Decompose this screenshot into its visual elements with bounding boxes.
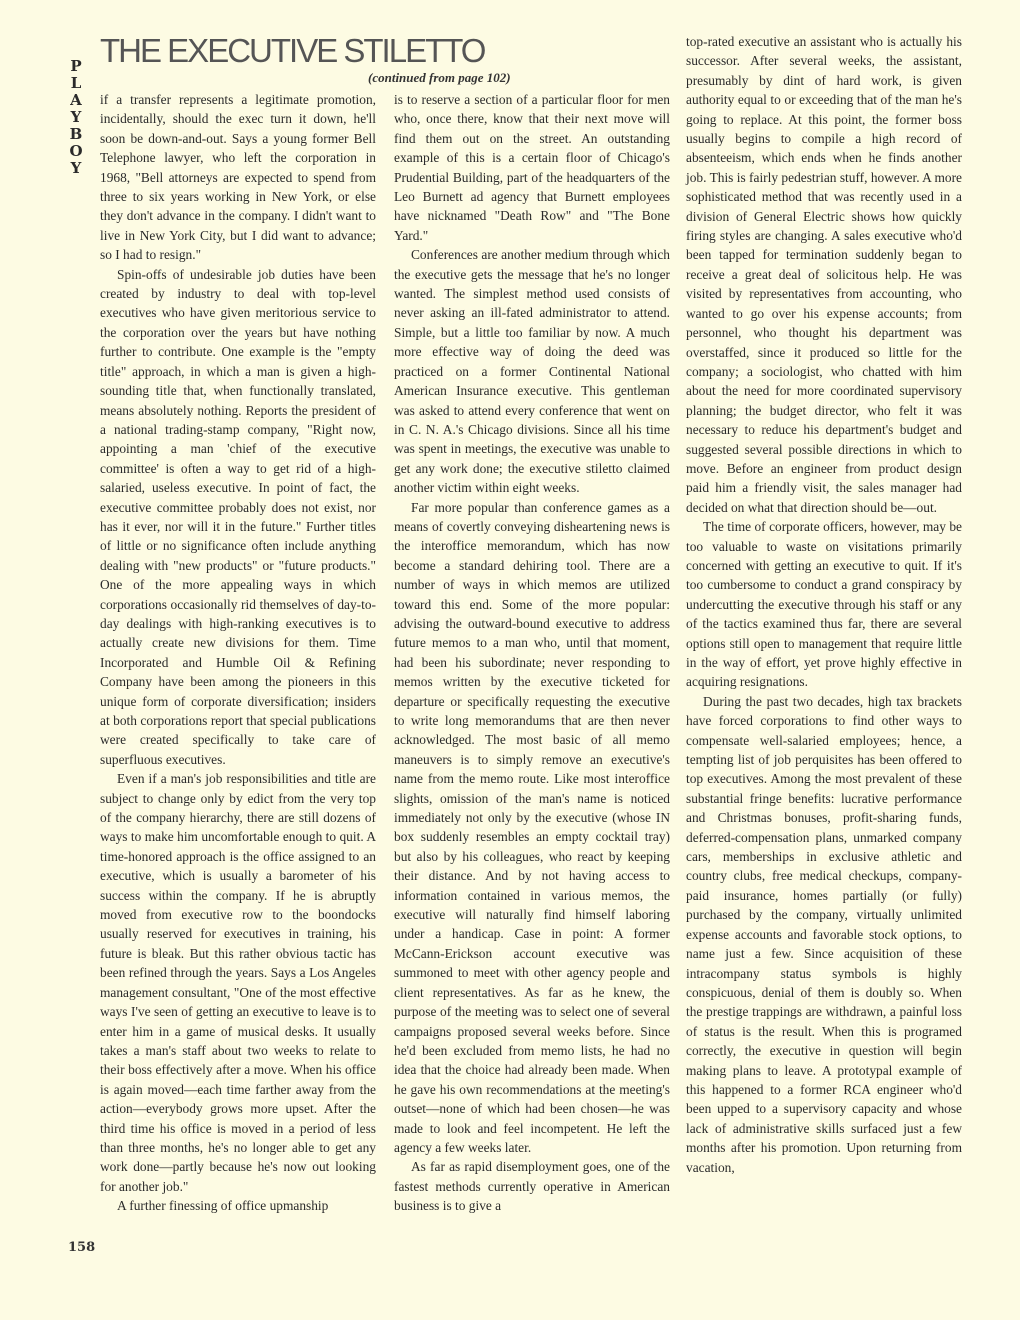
paragraph: During the past two decades, high tax brackets have forced corporations to find other ways to compensate well-salaried employees; hence, a tempting list of job perquisites has been offered to top executives. Among the most prevalent of these substantial fringe benefits: lucrative performance and Christmas bonuses, profit-sharing funds, deferred-compensation plans, unmarked company cars, memberships in exclusive athletic and country clubs, free medical checkups, company-paid insurance, homes partially (or fully) purchased by the company, virtually unlimited expense accounts and favorable stock options, to name just a few. Since acquisition of these intracompany status symbols is highly conspicuous, denial of them is doubly so. When the prestige trappings are withdrawn, a painful loss of status is the result. When this is programed correctly, the executive in question will begin making plans to leave. A prototypal example of this happened to a former RCA engineer who'd been upped to a supervisory capacity and whose lack of administrative skills surfaced just a few months after his promotion. Upon returning from vacation, [686, 693, 962, 1175]
paragraph: A further finessing of office upmanship [117, 1198, 329, 1214]
article-title: THE EXECUTIVE STILETTO [100, 32, 485, 69]
text-column-2 [394, 90, 670, 1216]
paragraph: Even if a man's job responsibilities and title are subject to change only by edict from the very top of the company hierarchy, there are still dozens of ways to make him uncomfortable enough to quit. A time-honored approach is the office assigned to an executive, which is usually a barometer of his success within the company. If he is abruptly moved from executive row to the boondocks usually reserved for executives in training, his future is bleak. But this rather obvious tactic has been refined through the years. Says a Los Angeles management consultant, "One of the most effective ways I've seen of getting an executive to leave is to enter him in a game of musical desks. It usually takes a man's staff about two weeks to relate to their boss effectively after a move. When his office is again moved—each time farther away from the action—everybody grows more upset. After the third time his office is moved in a period of less than three months, he's no longer able to get any work done—partly because he's now out looking for another job." [100, 771, 376, 1194]
page-number: 158 [68, 1240, 96, 1255]
paragraph: As far as rapid disemployment goes, one of the fastest methods currently operative in American business is to give a [394, 1159, 670, 1214]
magazine-sidebar-logo [60, 58, 92, 177]
sidebar-letter: A [70, 91, 82, 109]
sidebar-letter: Y [70, 159, 82, 177]
paragraph: The time of corporate officers, however, may be too valuable to waste on visitations primarily concerned with getting an executive to quit. If it's too cumbersome to conduct a grand conspiracy by undercutting the executive through his staff or any of the tactics examined thus far, there are several options still open to management that require little in the way of effort, yet prove highly effective in acquiring resignations. [686, 519, 962, 690]
paragraph: is to reserve a section of a particular floor for men who, once there, know that their next move will find them out on the street. An outstanding example of this is a certain floor of Chicago's Prudential Building, part of the headquarters of the Leo Burnett ad agency that Burnett employees have nicknamed "Death Row" and "The Bone Yard." [394, 92, 670, 243]
continued-note: (continued from page 102) [368, 70, 511, 85]
sidebar-letter: Y [70, 108, 82, 126]
sidebar-letter: B [69, 125, 83, 143]
text-column-3 [686, 32, 962, 1177]
article-header [100, 32, 660, 90]
paragraph: Spin-offs of undesirable job duties have been created by industry to deal with top-level executives who have given meritorious service to the corporation over the years but have nothing further to contribute. One example is the "empty title" approach, in which a man is given a high-sounding title that, when functionally translated, means absolutely nothing. Reports the president of a national trading-stamp company, "Right now, appointing a man 'chief of the executive committee' is often a way to get rid of a high-salaried, useless executive. In point of fact, the executive committee probably does not exist, nor has it ever, nor will it in the future." Further titles of little or no significance often include anything dealing with "new products" or "future products." One of the more appealing ways in which corporations occasionally rid themselves of day-to-day dealings with high-ranking executives is to actually create new divisions for them. Time Incorporated and Humble Oil & Refining Company have been among the pioneers in this unique form of corporate diversification; insiders at both corporations report that special publications were created specifically to take care of superfluous executives. [100, 266, 376, 767]
paragraph: Far more popular than conference games as a means of covertly conveying disheartening news is the interoffice memorandum, which has now become a standard dehiring tool. There are a number of ways in which memos are utilized toward this end. Some of the more popular: advising the outward-bound executive to address future memos to a man who, until that moment, had been his subordinate; never responding to memos written by the executive ticketed for departure or specifically requesting the executive to write long memorandums that are then never acknowledged. The most basic of all memo maneuvers is to simply remove an executive's name from the memo route. Like most interoffice slights, omission of the man's name is noticed immediately not only by the executive (whose IN box suddenly resembles an empty cocktail tray) but also by his colleagues, who react by keeping their distance. And by not having access to information contained in various memos, the executive will naturally find himself laboring under a handicap. Case in point: A former McCann-Erickson account executive was summoned to meet with other agency people and client representatives. As far as he knew, the purpose of the meeting was to select one of several campaigns proposed several weeks before. Since he'd been excluded from memo lists, he had no idea that the choice had already been made. When he gave his own recommendations at the meeting's outset—none of which had been chosen—he was made to look and feel incompetent. He left the agency a few weeks later. [394, 499, 670, 1155]
text-column-1 [100, 90, 376, 1216]
paragraph: top-rated executive an assistant who is actually his successor. After several weeks, the assistant, presumably by dint of hard work, is given authority equal to or exceeding that of the man he's going to replace. At this point, the former boss usually begins to compile a high record of absenteeism, which ends when he finds another job. This is fairly pedestrian stuff, however. A more sophisticated method that was recently used in a division of General Electric shows how quickly firing styles are changing. A sales executive who'd been tapped for termination suddenly began to receive a great deal of solicitous help. He was visited by representatives from accounting, who wanted to go over his expense accounts; from personnel, who thought his department was overstaffed, since it produced so little for the company; a sociologist, who chatted with him about the need for more coordinated supervisory planning; the budget director, who felt it was necessary to reduce his department's budget and suggested several possible directions in which to move. Before an engineer from product design paid him a friendly visit, the sales manager had decided on what that direction should be—out. [686, 34, 962, 515]
sidebar-letter: P [70, 57, 82, 75]
paragraph: Conferences are another medium through which the executive gets the message that he's no longer wanted. The simplest method used consists of never asking an ill-fated administrator to attend. Simple, but a little too familiar by now. A much more effective way of doing the deed was practiced on a former Continental National American Insurance executive. This gentleman was asked to attend every conference that went on in C. N. A.'s Chicago divisions. Since all his time was spent in meetings, the executive was unable to get any work done; the executive stiletto claimed another victim within eight weeks. [394, 247, 670, 496]
paragraph: if a transfer represents a legitimate promotion, incidentally, should the exec turn it down, he'll soon be down-and-out. Says a young former Bell Telephone lawyer, who left the corporation in 1968, "Bell attorneys are expected to spend from three to six years working in New York, or else they don't advance in the company. I didn't want to live in New York City, but I did want to advance; so I had to resign." [100, 92, 376, 263]
sidebar-letter: L [70, 74, 82, 92]
sidebar-letter: O [69, 142, 83, 160]
